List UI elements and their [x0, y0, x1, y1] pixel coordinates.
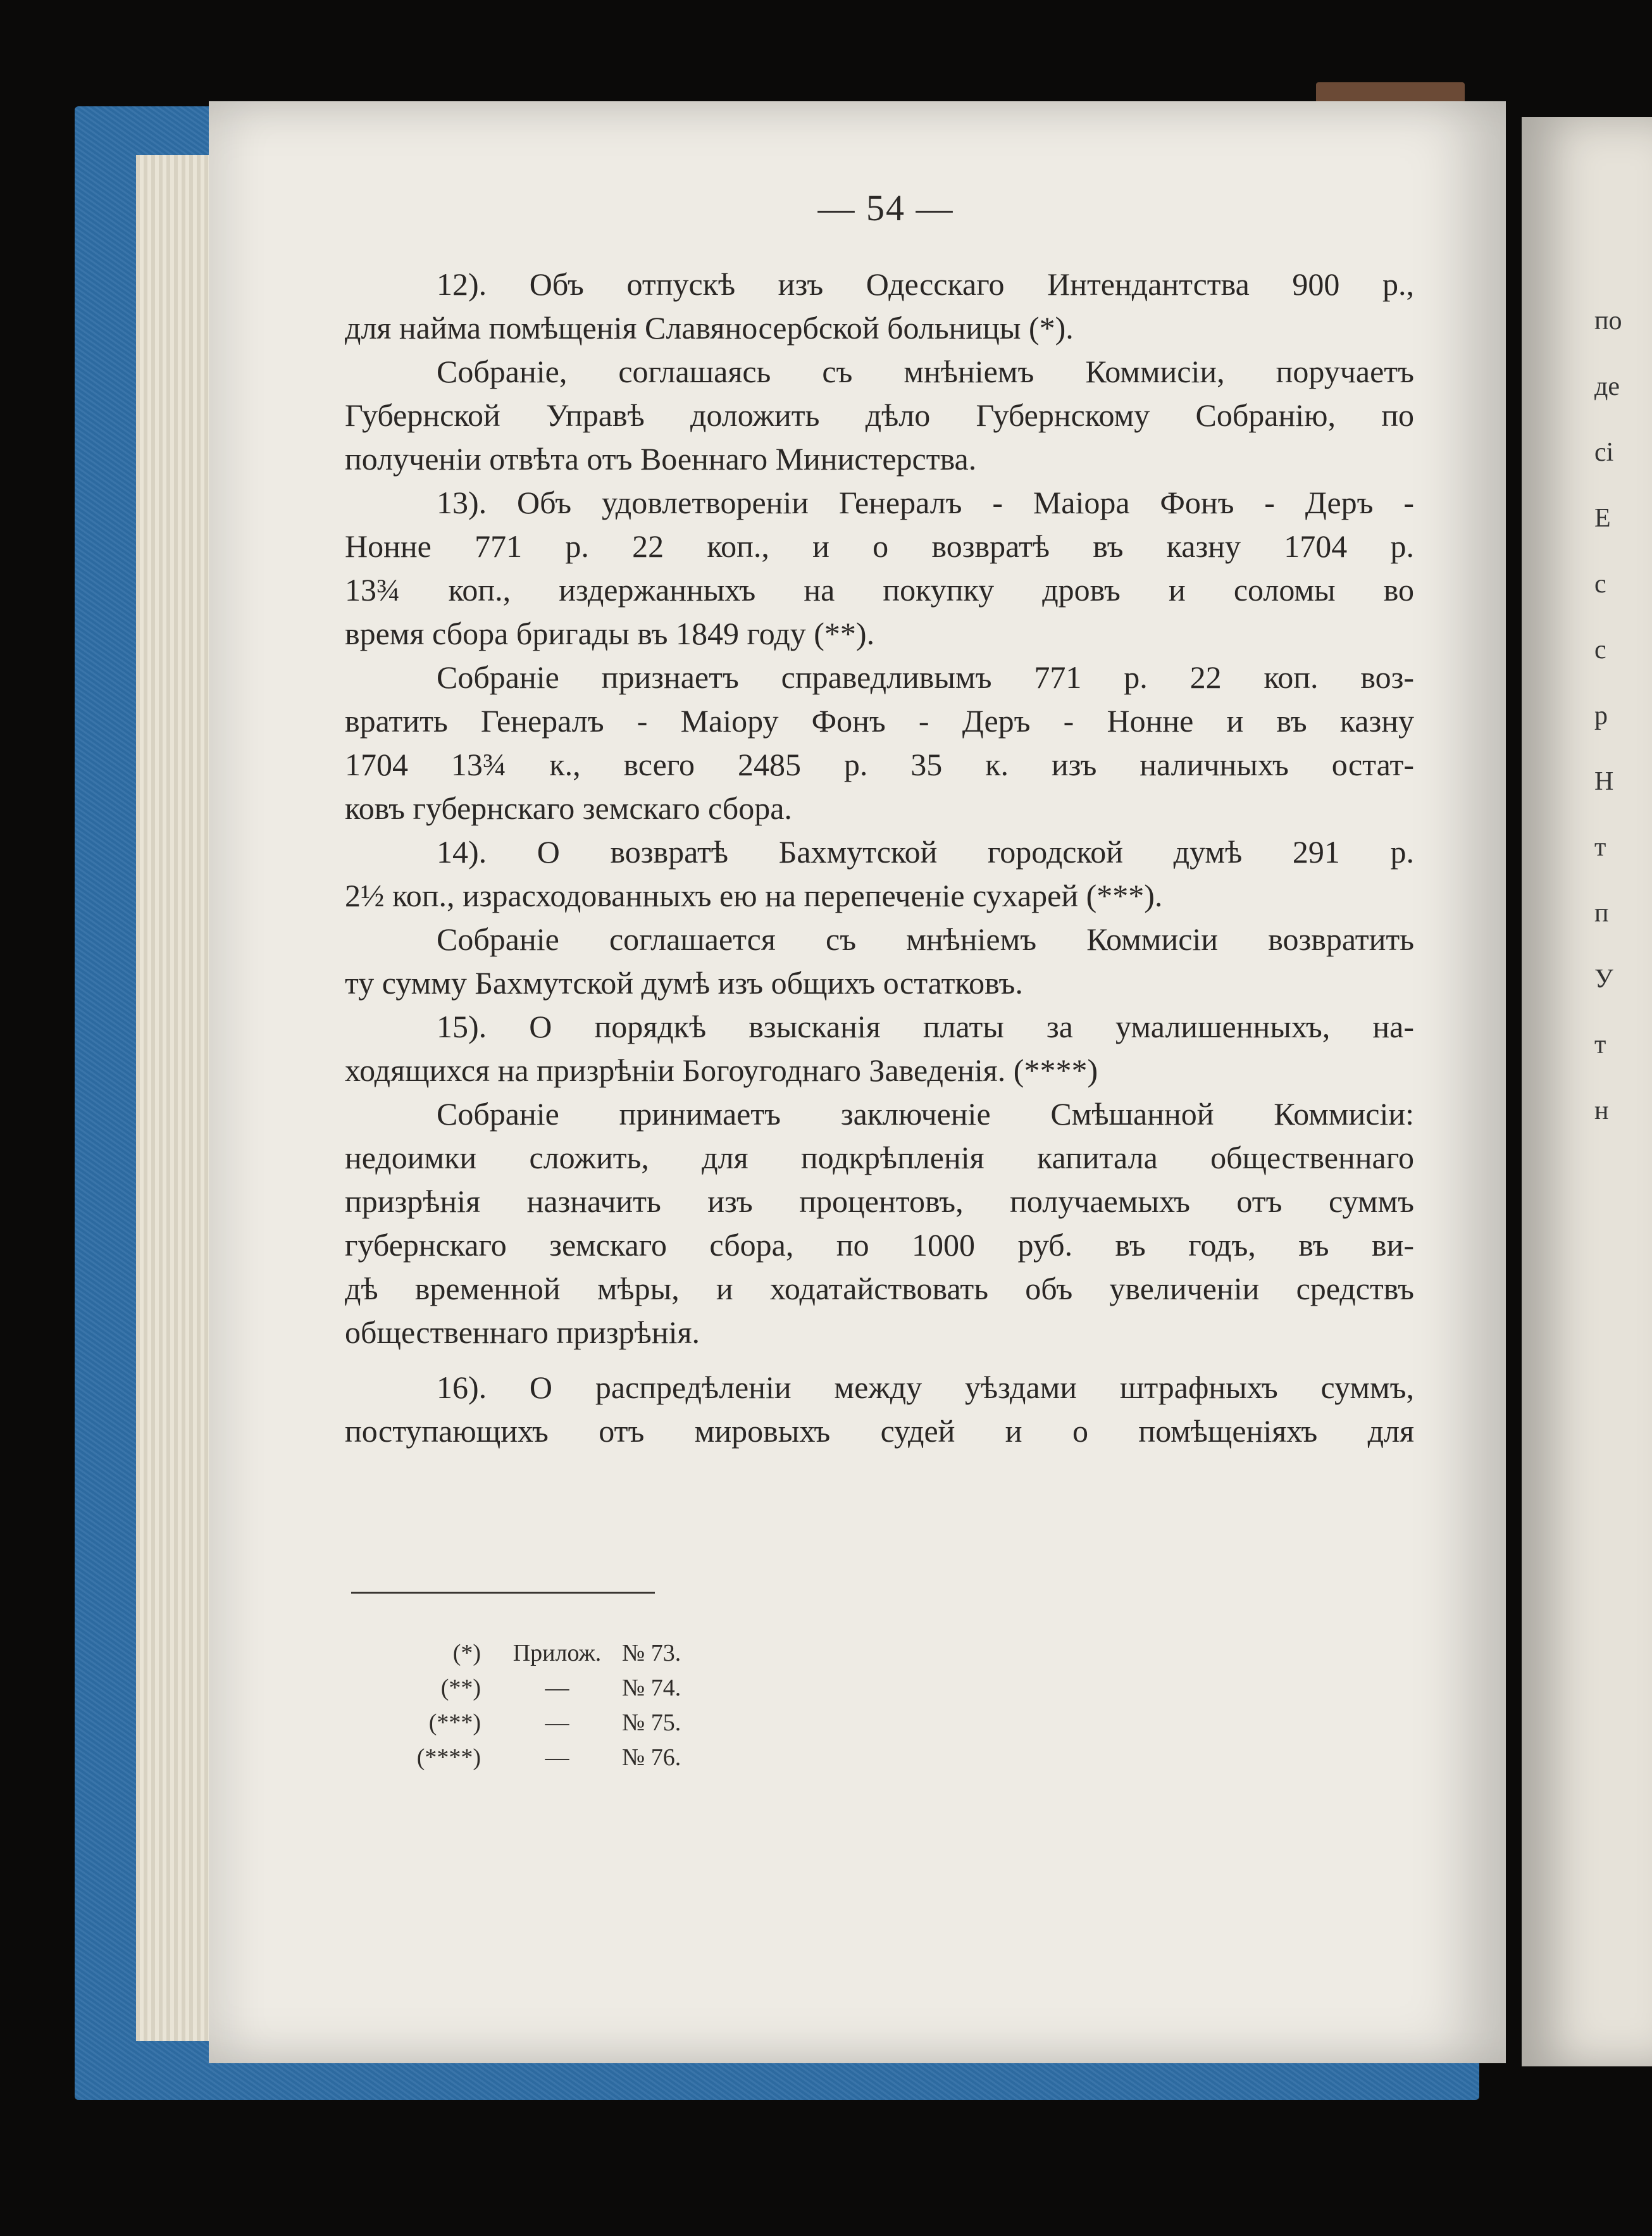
text-line: 16). О распредѣленіи между уѣздами штрафныхъ суммъ, [437, 1370, 1414, 1405]
footnote-label: — [545, 1709, 569, 1736]
paragraph-gap [345, 1354, 1414, 1366]
text-line: Собраніе, соглашаясь съ мнѣніемъ Коммисіи, поручаетъ [437, 354, 1414, 389]
footnote-number: № 76. [622, 1744, 681, 1771]
text-line: 14). О возвратѣ Бахмутской городской думѣ 291 р. [437, 834, 1414, 870]
right-fragment: с [1594, 570, 1606, 599]
footnotes [392, 1636, 681, 1775]
text-line: поступающихъ отъ мировыхъ судей и о помѣщеніяхъ для [345, 1413, 1414, 1449]
right-fragment: У [1594, 965, 1613, 994]
footnote-number: № 74. [622, 1675, 681, 1701]
text-line: Собраніе принимаетъ заключеніе Смѣшанной Коммисіи: [437, 1096, 1414, 1132]
text-line: полученіи отвѣта отъ Военнаго Министерства. [345, 441, 977, 477]
right-fragment: т [1594, 1030, 1606, 1059]
right-fragment: н [1594, 1096, 1609, 1125]
text-line: призрѣнія назначить изъ процентовъ, получаемыхъ отъ суммъ [345, 1184, 1414, 1219]
footnote-mark: (***) [428, 1709, 481, 1736]
footnote-number: № 73. [622, 1640, 681, 1666]
footnote-mark: (****) [416, 1744, 481, 1771]
text-line: дѣ временной мѣры, и ходатайствовать объ увеличеніи средствъ [345, 1271, 1414, 1306]
text-line: Нонне 771 р. 22 коп., и о возвратѣ въ казну 1704 р. [345, 528, 1414, 564]
right-page [1522, 117, 1652, 2066]
right-fragment: по [1594, 306, 1622, 335]
right-fragment: Е [1594, 504, 1611, 533]
text-line: ходящихся на призрѣніи Богоугоднаго Заведенія. (****) [345, 1052, 1098, 1088]
text-line: для найма помѣщенія Славяносербской больницы (*). [345, 310, 1074, 346]
text-line: 15). О порядкѣ взысканія платы за умалишенныхъ, на- [437, 1009, 1414, 1044]
page-number: — 54 — [817, 187, 954, 228]
right-fragment: сі [1594, 438, 1614, 467]
footnote-label: — [545, 1675, 569, 1701]
footnote-mark: (*) [452, 1640, 481, 1666]
text-line: время сбора бригады въ 1849 году (**). [345, 616, 875, 651]
right-fragment: Н [1594, 767, 1614, 796]
footnote [392, 1706, 681, 1740]
page-body [345, 263, 1414, 1453]
footnote [392, 1740, 681, 1775]
right-fragment: п [1594, 899, 1609, 928]
right-page-fragments [1594, 288, 1622, 1144]
text-line: Собраніе соглашается съ мнѣніемъ Коммисіи возвратить [437, 921, 1414, 957]
footnote-label: Прилож. [512, 1640, 602, 1666]
text-line: 2½ коп., израсходованныхъ ею на перепеченіе сухарей (***). [345, 878, 1163, 913]
right-fragment: с [1594, 635, 1606, 665]
text-line: 13¾ коп., издержанныхъ на покупку дровъ и соломы во [345, 572, 1414, 608]
text-line: ковъ губернскаго земскаго сбора. [345, 790, 792, 826]
text-line: 1704 13¾ к., всего 2485 р. 35 к. изъ наличныхъ остат- [345, 747, 1414, 782]
footnote-number: № 75. [622, 1709, 681, 1736]
footnote-mark: (**) [440, 1675, 481, 1701]
text-line: недоимки сложить, для подкрѣпленія капитала общественнаго [345, 1140, 1414, 1175]
text-line: вратить Генералъ - Маіору Фонъ - Деръ - Нонне и въ казну [345, 703, 1414, 739]
text-line: общественнаго призрѣнія. [345, 1315, 700, 1350]
right-fragment: де [1594, 372, 1620, 401]
text-line: губернскаго земскаго сбора, по 1000 руб. въ годъ, въ ви- [345, 1227, 1414, 1263]
text-line: 13). Объ удовлетвореніи Генералъ - Маіора Фонъ - Деръ - [437, 485, 1414, 520]
text-line: Губернской Управѣ доложить дѣло Губернскому Собранію, по [345, 397, 1414, 433]
footnote [392, 1636, 681, 1671]
text-line: Собраніе признаетъ справедливымъ 771 р. 22 коп. воз- [437, 659, 1414, 695]
footnote [392, 1671, 681, 1706]
right-fragment: т [1594, 833, 1606, 862]
footnote-label: — [545, 1744, 569, 1771]
text-line: 12). Объ отпускѣ изъ Одесскаго Интендантства 900 р., [437, 266, 1414, 302]
text-line: ту сумму Бахмутской думѣ изъ общихъ остатковъ. [345, 965, 1023, 1001]
right-fragment: р [1594, 701, 1608, 730]
footnote-rule [351, 1592, 655, 1594]
